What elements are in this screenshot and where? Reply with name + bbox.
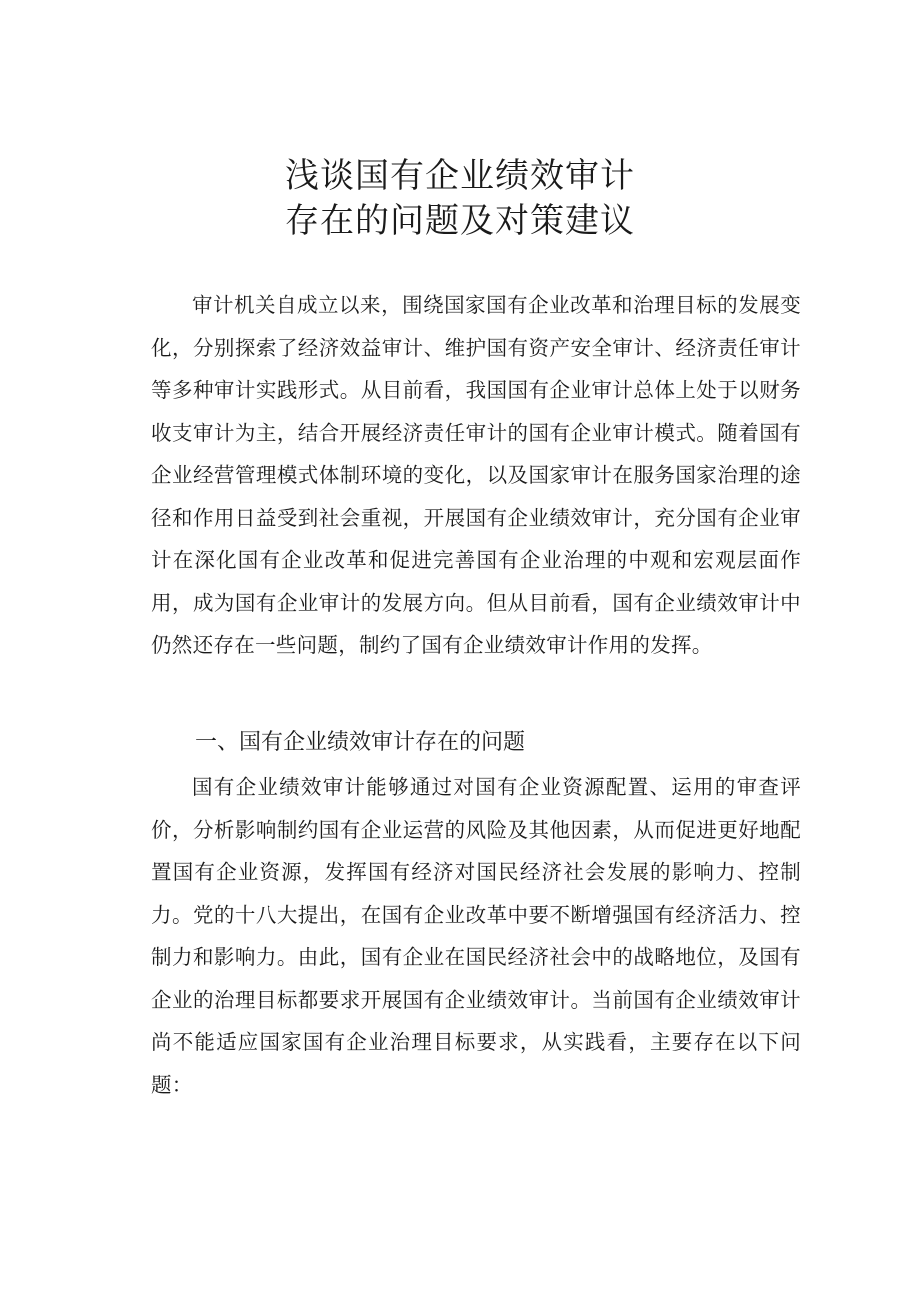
body-paragraph-1: 审计机关自成立以来，围绕国家国有企业改革和治理目标的发展变化，分别探索了经济效益审计、维护国有资产安全审计、经济责任审计等多种审计实践形式。从目前看，我国国有企业审计总体上处于以财务收支审计为主，结合开展经济责任审计的国有企业审计模式。随着国有企业经营管理模式体制环境的变化，以及国家审计在服务国家治理的途径和作用日益受到社会重视，开展国有企业绩效审计，充分国有企业审计在深化国有企业改革和促进完善国有企业治理的中观和宏观层面作用，成为国有企业审计的发展方向。但从目前看，国有企业绩效审计中仍然还存在一些问题，制约了国有企业绩效审计作用的发挥。 bbox=[151, 293, 801, 657]
section-heading-1: 一、国有企业绩效审计存在的问题 bbox=[195, 730, 526, 755]
body-paragraph-2: 国有企业绩效审计能够通过对国有企业资源配置、运用的审查评价，分析影响制约国有企业运营的风险及其他因素，从而促进更好地配置国有企业资源，发挥国有经济对国民经济社会发展的影响力、控制力。党的十八大提出，在国有企业改革中要不断增强国有经济活力、控制力和影响力。由此，国有企业在国民经济社会中的战略地位，及国有企业的治理目标都要求开展国有企业绩效审计。当前国有企业绩效审计尚不能适应国家国有企业治理目标要求，从实践看，主要存在以下问题： bbox=[151, 775, 801, 1097]
document-title-line-2: 存在的问题及对策建议 bbox=[285, 201, 635, 241]
document-title-line-1: 浅谈国有企业绩效审计 bbox=[285, 156, 635, 196]
